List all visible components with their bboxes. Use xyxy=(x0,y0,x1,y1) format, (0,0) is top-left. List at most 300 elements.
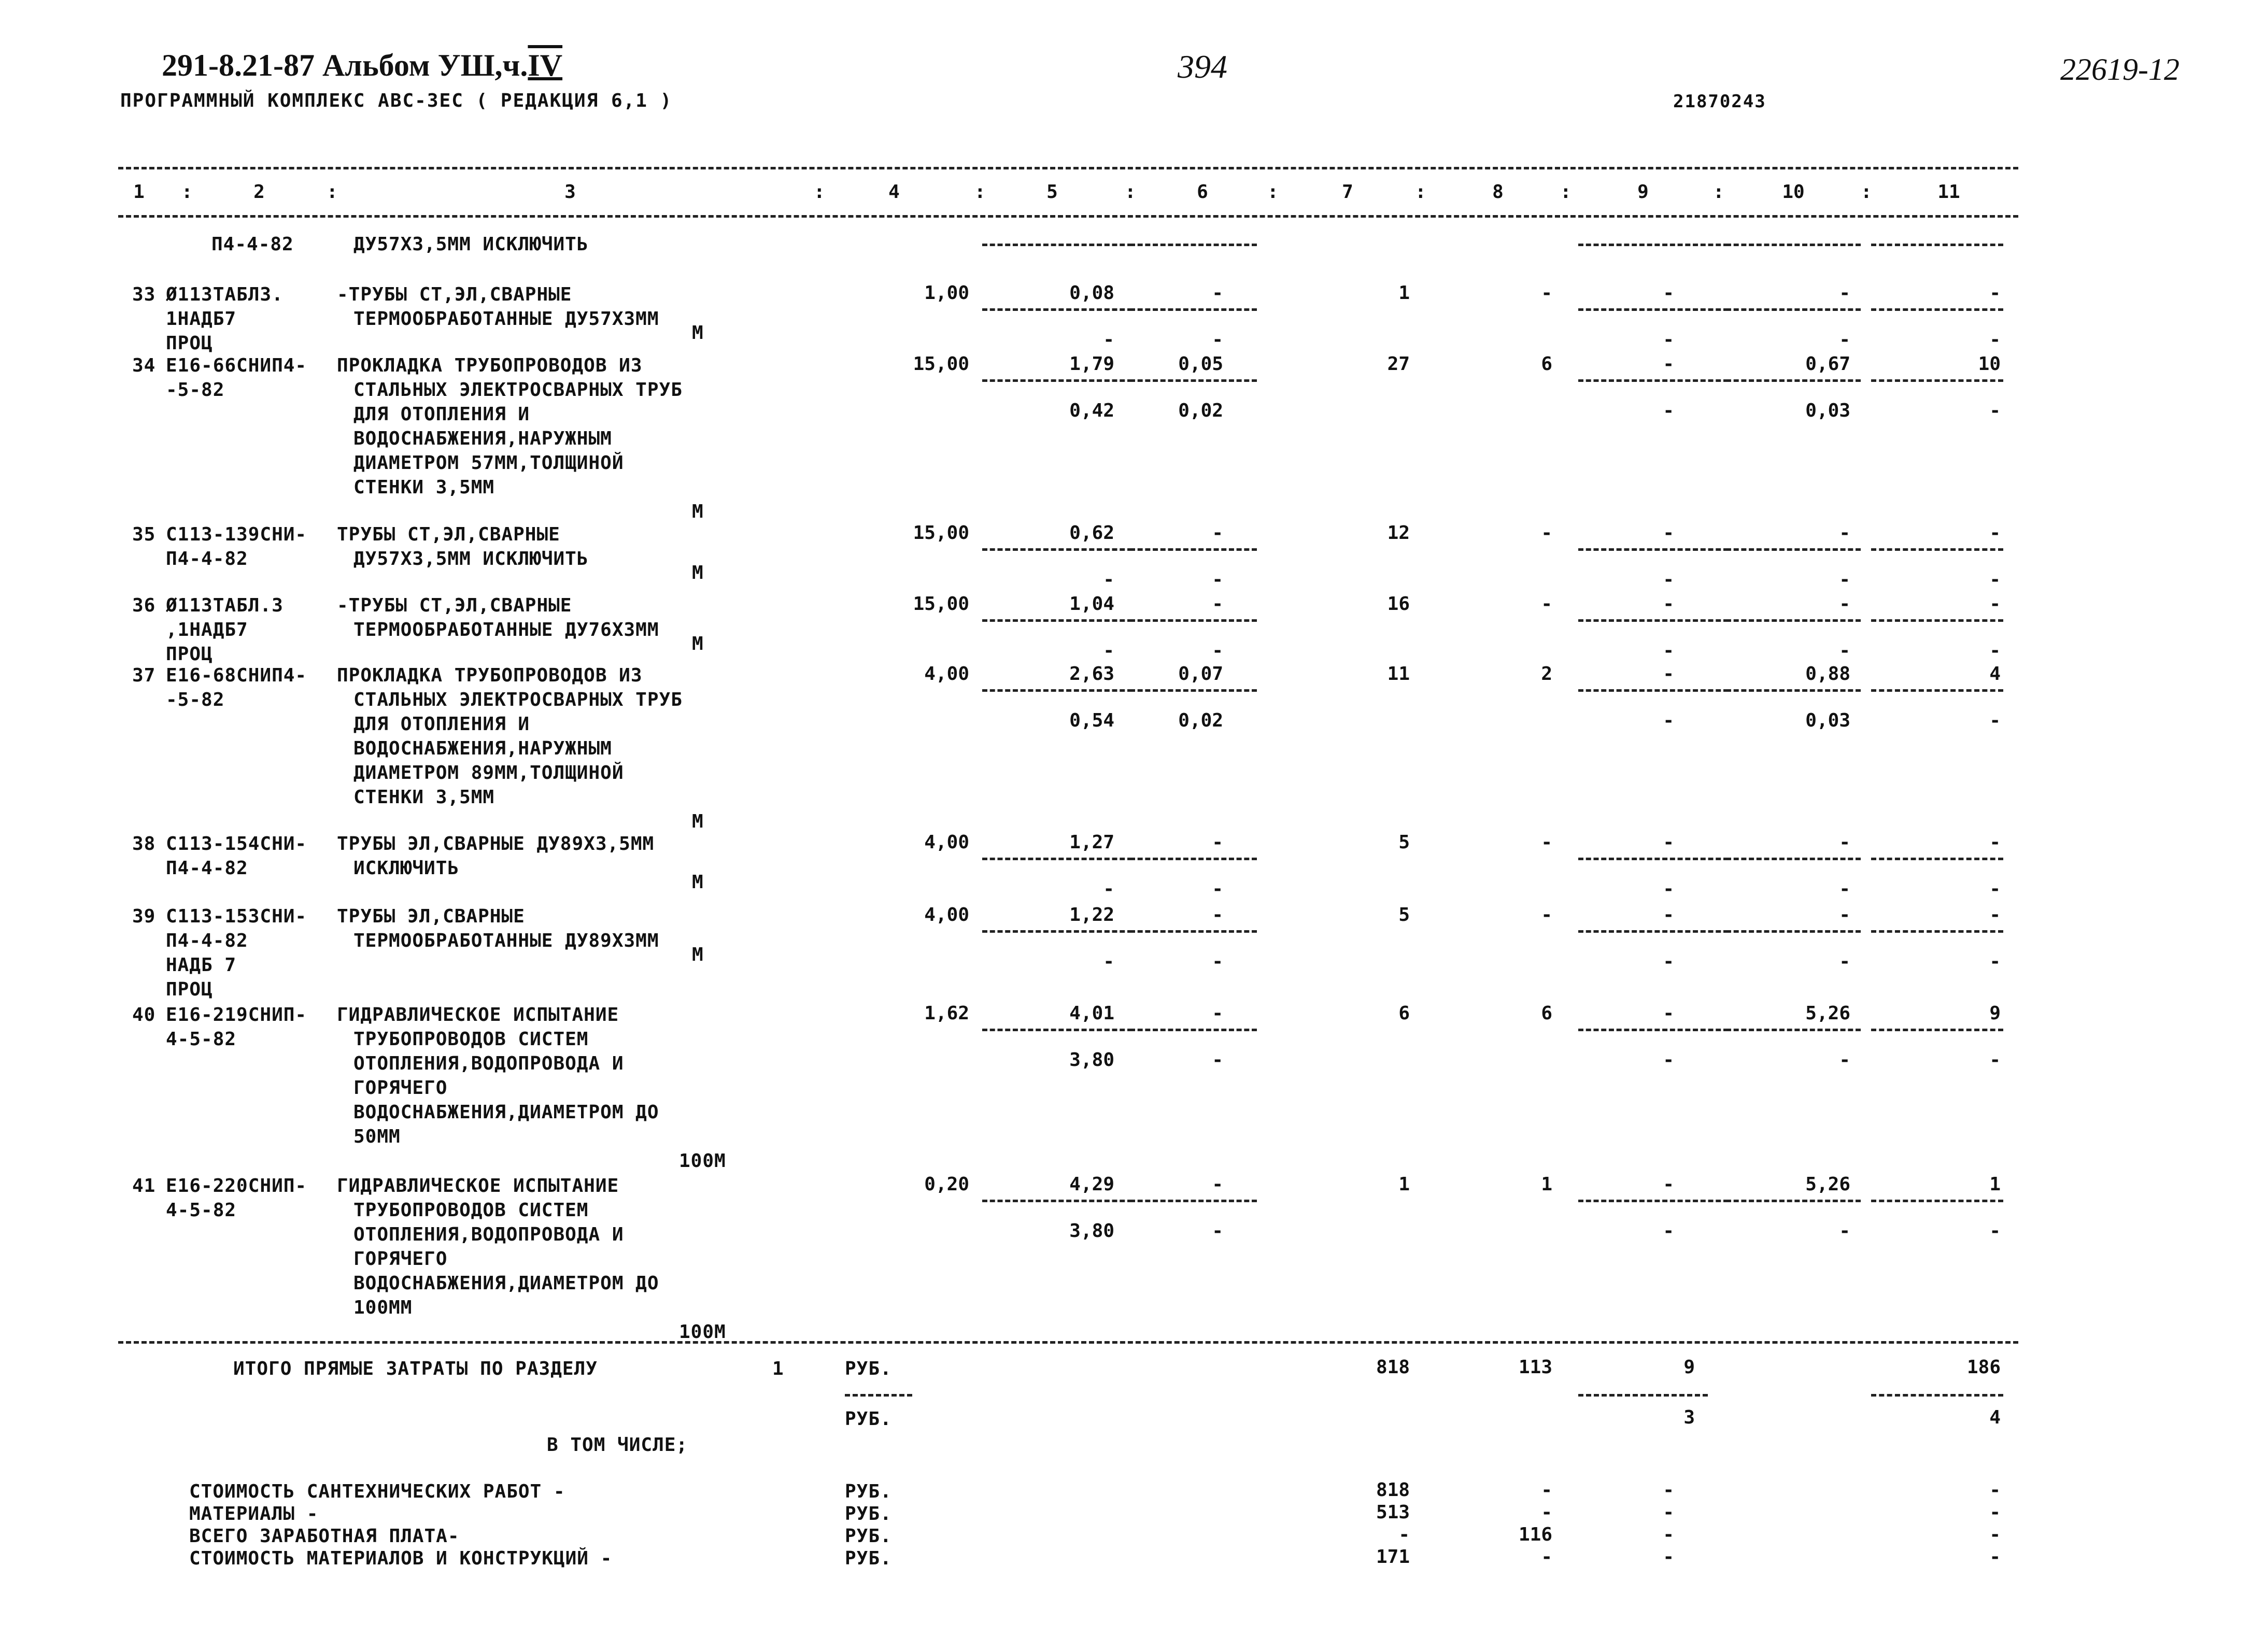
underline xyxy=(1726,858,1861,860)
cell-sub-s9: - xyxy=(1663,400,1674,421)
underline xyxy=(1871,619,2003,622)
corner-number: 22619-12 xyxy=(2060,52,2179,87)
item-code: ПРОЦ xyxy=(166,333,213,354)
underline xyxy=(982,379,1133,382)
underline xyxy=(1130,858,1257,860)
cell-col-c8: - xyxy=(1541,522,1552,544)
cell-col-c5: 0,62 xyxy=(1069,522,1114,544)
row-number: 33 xyxy=(132,284,156,305)
item-unit: 100М xyxy=(679,1150,726,1172)
underline xyxy=(1871,379,2003,382)
cell-sub-s5: 3,80 xyxy=(1069,1220,1114,1242)
item-unit: М xyxy=(692,501,704,522)
cell-sub-s6: - xyxy=(1212,1049,1223,1071)
item-description: ПРОКЛАДКА ТРУБОПРОВОДОВ ИЗ xyxy=(337,355,643,376)
summary-unit: РУБ. xyxy=(845,1526,892,1547)
underline xyxy=(982,1200,1133,1202)
table-bottom-rule xyxy=(118,1341,2018,1344)
underline xyxy=(1578,1200,1729,1202)
column-separator: : xyxy=(1125,181,1136,203)
cell-col-c5: 0,08 xyxy=(1069,282,1114,304)
item-unit: М xyxy=(692,322,704,344)
cell-col-qty: 0,20 xyxy=(924,1174,969,1195)
cell-sub-s11: - xyxy=(1989,569,2001,590)
cell-sub-s5: - xyxy=(1103,569,1114,590)
underline xyxy=(1130,619,1257,622)
cell-col-c8: 6 xyxy=(1541,353,1552,375)
column-number: 8 xyxy=(1492,181,1504,203)
cell-col-c8: - xyxy=(1541,904,1552,925)
underline xyxy=(1578,858,1729,860)
underline xyxy=(1130,244,1257,246)
summary-col-8: 116 xyxy=(1518,1524,1552,1545)
row-number: 39 xyxy=(132,906,156,927)
item-description: ДИАМЕТРОМ 89ММ,ТОЛЩИНОЙ xyxy=(353,762,624,784)
item-code: ПРОЦ xyxy=(166,979,213,1000)
underline xyxy=(1871,1200,2003,1202)
item-code: 4-5-82 xyxy=(166,1029,237,1050)
item-description: 100ММ xyxy=(353,1297,413,1318)
cell-sub-s9: - xyxy=(1663,640,1674,661)
cell-col-c6: - xyxy=(1212,593,1223,615)
item-code: Е16-220СНИП- xyxy=(166,1175,307,1197)
item-unit: М xyxy=(692,562,704,583)
item-code: НАДБ 7 xyxy=(166,955,237,976)
summary-col-7: 171 xyxy=(1376,1546,1410,1568)
totals-col-11: 186 xyxy=(1966,1357,2001,1378)
column-number: 9 xyxy=(1637,181,1649,203)
cell-col-c6: 0,05 xyxy=(1178,353,1223,375)
summary-col-7: - xyxy=(1398,1524,1410,1545)
column-separator: : xyxy=(1415,181,1426,203)
column-separator: : xyxy=(1560,181,1572,203)
cell-col-c7: 5 xyxy=(1398,832,1410,853)
underline xyxy=(1726,244,1861,246)
summary-col-11: - xyxy=(1989,1524,2001,1545)
item-code: 4-5-82 xyxy=(166,1200,237,1221)
item-description: ТЕРМООБРАБОТАННЫЕ ДУ57Х3ММ xyxy=(353,308,659,330)
item-code: Ø113ТАБЛ.3 xyxy=(166,595,284,616)
totals-label: ИТОГО ПРЯМЫЕ ЗАТРАТЫ ПО РАЗДЕЛУ xyxy=(233,1358,598,1379)
cell-col-c6: - xyxy=(1212,904,1223,925)
cell-col-c9: - xyxy=(1663,1003,1674,1024)
cell-sub-s5: - xyxy=(1103,951,1114,972)
cell-col-c8: 1 xyxy=(1541,1174,1552,1195)
cell-sub-s6: 0,02 xyxy=(1178,710,1223,731)
underline xyxy=(1578,1394,1708,1397)
underline xyxy=(1130,1029,1257,1031)
item-description: СТЕНКИ 3,5ММ xyxy=(353,477,495,498)
summary-unit: РУБ. xyxy=(845,1481,892,1502)
underline xyxy=(1130,379,1257,382)
cell-sub-s5: 0,42 xyxy=(1069,400,1114,421)
column-number: 6 xyxy=(1197,181,1208,203)
underline xyxy=(1871,1394,2003,1397)
cell-col-qty: 4,00 xyxy=(924,663,969,685)
summary-label: СТОИМОСТЬ САНТЕХНИЧЕСКИХ РАБОТ - xyxy=(189,1481,565,1502)
totals-section-number: 1 xyxy=(772,1358,784,1379)
column-number: 5 xyxy=(1046,181,1058,203)
summary-unit: РУБ. xyxy=(845,1503,892,1525)
item-description: ДУ57Х3,5ММ ИСКЛЮЧИТЬ xyxy=(353,548,589,569)
item-description: ТРУБЫ СТ,ЭЛ,СВАРНЫЕ xyxy=(337,524,560,545)
cell-sub-s10: - xyxy=(1839,1049,1850,1071)
cell-col-c11: 10 xyxy=(1978,353,2001,375)
item-unit: М xyxy=(692,633,704,654)
row-number: 38 xyxy=(132,833,156,855)
cell-col-c6: - xyxy=(1212,1003,1223,1024)
underline xyxy=(1578,379,1729,382)
underline xyxy=(1871,858,2003,860)
cell-col-c7: 16 xyxy=(1387,593,1410,615)
underline xyxy=(1578,548,1729,551)
underline xyxy=(1578,930,1729,933)
item-code: П4-4-82 xyxy=(166,858,248,879)
underline xyxy=(982,858,1133,860)
cell-col-qty: 15,00 xyxy=(913,522,969,544)
cell-col-c7: 1 xyxy=(1398,1174,1410,1195)
item-description: ДЛЯ ОТОПЛЕНИЯ И xyxy=(353,404,530,425)
underline xyxy=(1726,1200,1861,1202)
underline xyxy=(1726,379,1861,382)
cell-col-c5: 2,63 xyxy=(1069,663,1114,685)
underline xyxy=(1871,1029,2003,1031)
cell-col-c8: - xyxy=(1541,593,1552,615)
item-code: П4-4-82 xyxy=(166,548,248,569)
cell-sub-s5: - xyxy=(1103,640,1114,661)
underline xyxy=(1871,308,2003,311)
summary-col-9: - xyxy=(1663,1502,1674,1523)
item-description: ГОРЯЧЕГО xyxy=(353,1248,448,1270)
cell-col-c10: - xyxy=(1839,832,1850,853)
cell-col-c6: - xyxy=(1212,832,1223,853)
item-description: ИСКЛЮЧИТЬ xyxy=(353,858,460,879)
table-header-rule xyxy=(118,215,2018,218)
cell-col-c10: - xyxy=(1839,904,1850,925)
cell-col-qty: 15,00 xyxy=(913,593,969,615)
cell-col-c5: 4,01 xyxy=(1069,1003,1114,1024)
underline xyxy=(1726,308,1861,311)
cell-col-c9: - xyxy=(1663,904,1674,925)
underline xyxy=(1130,689,1257,692)
cell-sub-s11: - xyxy=(1989,640,2001,661)
item-code: -5-82 xyxy=(166,689,225,710)
item-description: ВОДОСНАБЖЕНИЯ,НАРУЖНЫМ xyxy=(353,428,612,449)
cell-sub-s6: - xyxy=(1212,640,1223,661)
item-description: -ТРУБЫ СТ,ЭЛ,СВАРНЫЕ xyxy=(337,284,572,305)
cell-col-c5: 1,79 xyxy=(1069,353,1114,375)
cell-col-c10: 0,88 xyxy=(1805,663,1850,685)
underline xyxy=(1578,689,1729,692)
item-description: ТЕРМООБРАБОТАННЫЕ ДУ89Х3ММ xyxy=(353,930,659,951)
cell-sub-s10: 0,03 xyxy=(1805,400,1850,421)
album-part: IV xyxy=(528,48,563,82)
summary-col-7: 818 xyxy=(1376,1479,1410,1501)
underline xyxy=(1130,1200,1257,1202)
item-description: ДЛЯ ОТОПЛЕНИЯ И xyxy=(353,714,530,735)
item-description: ПРОКЛАДКА ТРУБОПРОВОДОВ ИЗ xyxy=(337,665,643,686)
cell-sub-s9: - xyxy=(1663,878,1674,900)
program-line: ПРОГРАММНЫЙ КОМПЛЕКС АВС-3ЕС ( РЕДАКЦИЯ 6,1 ) xyxy=(120,90,673,111)
cell-sub-s6: - xyxy=(1212,329,1223,350)
totals-col-7: 818 xyxy=(1376,1357,1410,1378)
column-separator: : xyxy=(181,181,193,203)
underline xyxy=(982,244,1133,246)
cell-sub-s6: - xyxy=(1212,569,1223,590)
underline xyxy=(982,308,1133,311)
row-number: 36 xyxy=(132,595,156,616)
cell-col-c11: - xyxy=(1989,832,2001,853)
cell-col-qty: 4,00 xyxy=(924,904,969,925)
cell-sub-s6: 0,02 xyxy=(1178,400,1223,421)
cell-sub-s9: - xyxy=(1663,329,1674,350)
cell-col-c7: 5 xyxy=(1398,904,1410,925)
summary-col-9: - xyxy=(1663,1479,1674,1501)
underline xyxy=(1130,930,1257,933)
column-separator: : xyxy=(974,181,986,203)
cell-col-c9: - xyxy=(1663,832,1674,853)
cell-sub-s11: - xyxy=(1989,878,2001,900)
item-description: СТАЛЬНЫХ ЭЛЕКТРОСВАРНЫХ ТРУБ xyxy=(353,689,683,710)
cell-col-c11: - xyxy=(1989,593,2001,615)
cell-sub-s10: - xyxy=(1839,878,1850,900)
cell-col-c7: 1 xyxy=(1398,282,1410,304)
cell-col-c11: 9 xyxy=(1989,1003,2001,1024)
column-number: 10 xyxy=(1782,181,1805,203)
cell-col-c7: 11 xyxy=(1387,663,1410,685)
column-separator: : xyxy=(1861,181,1872,203)
underline xyxy=(1578,619,1729,622)
row-number: 41 xyxy=(132,1175,156,1197)
item-description: СТЕНКИ 3,5ММ xyxy=(353,787,495,808)
item-code: ,1НАДБ7 xyxy=(166,619,248,640)
item-code: П4-4-82 xyxy=(166,930,248,951)
totals-col-9: 9 xyxy=(1683,1357,1695,1378)
underline xyxy=(982,930,1133,933)
item-description: ГИДРАВЛИЧЕСКОЕ ИСПЫТАНИЕ xyxy=(337,1004,619,1026)
underline xyxy=(1726,930,1861,933)
underline xyxy=(1578,308,1729,311)
cell-col-c8: - xyxy=(1541,282,1552,304)
cell-col-c9: - xyxy=(1663,353,1674,375)
item-description: ОТОПЛЕНИЯ,ВОДОПРОВОДА И xyxy=(353,1224,624,1245)
cell-sub-s11: - xyxy=(1989,400,2001,421)
underline xyxy=(1871,548,2003,551)
document-number: 21870243 xyxy=(1673,91,1766,112)
item-description: ВОДОСНАБЖЕНИЯ,ДИАМЕТРОМ ДО xyxy=(353,1273,659,1294)
cell-col-c6: - xyxy=(1212,282,1223,304)
totals-unit: РУБ. xyxy=(845,1408,892,1430)
item-description: ТЕРМООБРАБОТАННЫЕ ДУ76Х3ММ xyxy=(353,619,659,640)
lead-row-code: П4-4-82 xyxy=(211,234,294,255)
item-description: СТАЛЬНЫХ ЭЛЕКТРОСВАРНЫХ ТРУБ xyxy=(353,379,683,401)
cell-col-c5: 1,22 xyxy=(1069,904,1114,925)
item-unit: М xyxy=(692,944,704,965)
cell-sub-s9: - xyxy=(1663,1220,1674,1242)
cell-col-c11: 1 xyxy=(1989,1174,2001,1195)
cell-col-c8: - xyxy=(1541,832,1552,853)
album-title: 291-8.21-87 Альбом УШ,ч.IV xyxy=(162,48,563,82)
item-code: ПРОЦ xyxy=(166,644,213,665)
cell-col-c9: - xyxy=(1663,663,1674,685)
cell-col-c11: - xyxy=(1989,282,2001,304)
item-code: Е16-219СНИП- xyxy=(166,1004,307,1026)
row-number: 37 xyxy=(132,665,156,686)
item-code: 1НАДБ7 xyxy=(166,308,237,330)
cell-sub-s5: - xyxy=(1103,329,1114,350)
item-code: С113-139СНИ- xyxy=(166,524,307,545)
cell-sub-s11: - xyxy=(1989,1220,2001,1242)
cell-col-c10: - xyxy=(1839,522,1850,544)
cell-sub-s10: - xyxy=(1839,329,1850,350)
item-description: ВОДОСНАБЖЕНИЯ,ДИАМЕТРОМ ДО xyxy=(353,1102,659,1123)
lead-row-text: ДУ57Х3,5ММ ИСКЛЮЧИТЬ xyxy=(353,234,589,255)
cell-sub-s9: - xyxy=(1663,710,1674,731)
underline xyxy=(982,619,1133,622)
cell-sub-s5: 0,54 xyxy=(1069,710,1114,731)
underline xyxy=(1726,548,1861,551)
underline xyxy=(1726,619,1861,622)
cell-sub-s9: - xyxy=(1663,951,1674,972)
cell-col-c11: - xyxy=(1989,904,2001,925)
summary-col-9: - xyxy=(1663,1524,1674,1545)
underline xyxy=(1871,689,2003,692)
column-number: 2 xyxy=(253,181,265,203)
underline xyxy=(1578,1029,1729,1031)
cell-col-qty: 1,00 xyxy=(924,282,969,304)
totals-sub-9: 3 xyxy=(1683,1407,1695,1428)
underline xyxy=(1726,1029,1861,1031)
cell-col-c11: 4 xyxy=(1989,663,2001,685)
cell-col-c6: 0,07 xyxy=(1178,663,1223,685)
cell-sub-s11: - xyxy=(1989,1049,2001,1071)
underline xyxy=(982,689,1133,692)
including-label: В ТОМ ЧИСЛЕ; xyxy=(547,1434,688,1456)
cell-col-c7: 12 xyxy=(1387,522,1410,544)
summary-label: ВСЕГО ЗАРАБОТНАЯ ПЛАТА- xyxy=(189,1526,460,1547)
column-number: 7 xyxy=(1342,181,1353,203)
cell-col-c10: 5,26 xyxy=(1805,1003,1850,1024)
cell-sub-s11: - xyxy=(1989,710,2001,731)
cell-sub-s11: - xyxy=(1989,329,2001,350)
summary-label: МАТЕРИАЛЫ - xyxy=(189,1503,319,1525)
cell-sub-s10: - xyxy=(1839,1220,1850,1242)
summary-col-11: - xyxy=(1989,1502,2001,1523)
underline xyxy=(1871,244,2003,246)
totals-col-8: 113 xyxy=(1518,1357,1552,1378)
cell-col-c5: 1,27 xyxy=(1069,832,1114,853)
totals-unit: РУБ. xyxy=(845,1358,892,1379)
cell-col-c10: - xyxy=(1839,282,1850,304)
item-description: ТРУБЫ ЭЛ,СВАРНЫЕ ДУ89Х3,5ММ xyxy=(337,833,655,855)
cell-col-qty: 15,00 xyxy=(913,353,969,375)
cell-col-c10: 5,26 xyxy=(1805,1174,1850,1195)
summary-label: СТОИМОСТЬ МАТЕРИАЛОВ И КОНСТРУКЦИЙ - xyxy=(189,1548,613,1569)
item-unit: 100М xyxy=(679,1321,726,1343)
cell-col-c8: 6 xyxy=(1541,1003,1552,1024)
column-number: 3 xyxy=(564,181,576,203)
item-description: ГИДРАВЛИЧЕСКОЕ ИСПЫТАНИЕ xyxy=(337,1175,619,1197)
summary-unit: РУБ. xyxy=(845,1548,892,1569)
cell-col-qty: 4,00 xyxy=(924,832,969,853)
row-number: 34 xyxy=(132,355,156,376)
summary-col-11: - xyxy=(1989,1479,2001,1501)
cell-sub-s10: 0,03 xyxy=(1805,710,1850,731)
cell-col-c8: 2 xyxy=(1541,663,1552,685)
underline xyxy=(982,548,1133,551)
cell-col-qty: 1,62 xyxy=(924,1003,969,1024)
summary-col-8: - xyxy=(1541,1479,1552,1501)
summary-col-8: - xyxy=(1541,1546,1552,1568)
cell-col-c5: 1,04 xyxy=(1069,593,1114,615)
cell-sub-s6: - xyxy=(1212,1220,1223,1242)
summary-col-11: - xyxy=(1989,1546,2001,1568)
cell-col-c7: 6 xyxy=(1398,1003,1410,1024)
cell-col-c6: - xyxy=(1212,522,1223,544)
cell-sub-s9: - xyxy=(1663,569,1674,590)
item-description: ОТОПЛЕНИЯ,ВОДОПРОВОДА И xyxy=(353,1053,624,1074)
row-number: 40 xyxy=(132,1004,156,1026)
cell-sub-s9: - xyxy=(1663,1049,1674,1071)
summary-col-8: - xyxy=(1541,1502,1552,1523)
row-number: 35 xyxy=(132,524,156,545)
item-description: ТРУБЫ ЭЛ,СВАРНЫЕ xyxy=(337,906,525,927)
column-separator: : xyxy=(1267,181,1279,203)
item-description: ВОДОСНАБЖЕНИЯ,НАРУЖНЫМ xyxy=(353,738,612,759)
item-code: С113-153СНИ- xyxy=(166,906,307,927)
item-code: Е16-68СНИП4- xyxy=(166,665,307,686)
item-code: Е16-66СНИП4- xyxy=(166,355,307,376)
column-number: 4 xyxy=(888,181,900,203)
item-description: 50ММ xyxy=(353,1126,401,1147)
cell-col-c9: - xyxy=(1663,282,1674,304)
page-number: 394 xyxy=(1178,48,1227,85)
cell-col-c5: 4,29 xyxy=(1069,1174,1114,1195)
cell-sub-s6: - xyxy=(1212,878,1223,900)
column-separator: : xyxy=(1713,181,1724,203)
underline xyxy=(1130,548,1257,551)
column-separator: : xyxy=(327,181,338,203)
cell-sub-s5: 3,80 xyxy=(1069,1049,1114,1071)
item-description: ГОРЯЧЕГО xyxy=(353,1077,448,1099)
item-description: ДИАМЕТРОМ 57ММ,ТОЛЩИНОЙ xyxy=(353,452,624,474)
cell-sub-s6: - xyxy=(1212,951,1223,972)
table-top-rule xyxy=(118,167,2018,169)
column-separator: : xyxy=(814,181,825,203)
item-code: Ø113ТАБЛ3. xyxy=(166,284,284,305)
cell-col-c10: 0,67 xyxy=(1805,353,1850,375)
cell-col-c10: - xyxy=(1839,593,1850,615)
column-number: 11 xyxy=(1937,181,1960,203)
cell-col-c9: - xyxy=(1663,522,1674,544)
cell-sub-s10: - xyxy=(1839,640,1850,661)
summary-col-9: - xyxy=(1663,1546,1674,1568)
underline xyxy=(1578,244,1729,246)
item-description: ТРУБОПРОВОДОВ СИСТЕМ xyxy=(353,1200,589,1221)
underline xyxy=(1871,930,2003,933)
cell-col-c9: - xyxy=(1663,593,1674,615)
item-unit: М xyxy=(692,811,704,832)
item-unit: М xyxy=(692,872,704,893)
item-description: -ТРУБЫ СТ,ЭЛ,СВАРНЫЕ xyxy=(337,595,572,616)
item-code: С113-154СНИ- xyxy=(166,833,307,855)
cell-sub-s10: - xyxy=(1839,951,1850,972)
underline xyxy=(1130,308,1257,311)
cell-col-c9: - xyxy=(1663,1174,1674,1195)
cell-sub-s10: - xyxy=(1839,569,1850,590)
item-code: -5-82 xyxy=(166,379,225,401)
column-number: 1 xyxy=(133,181,145,203)
